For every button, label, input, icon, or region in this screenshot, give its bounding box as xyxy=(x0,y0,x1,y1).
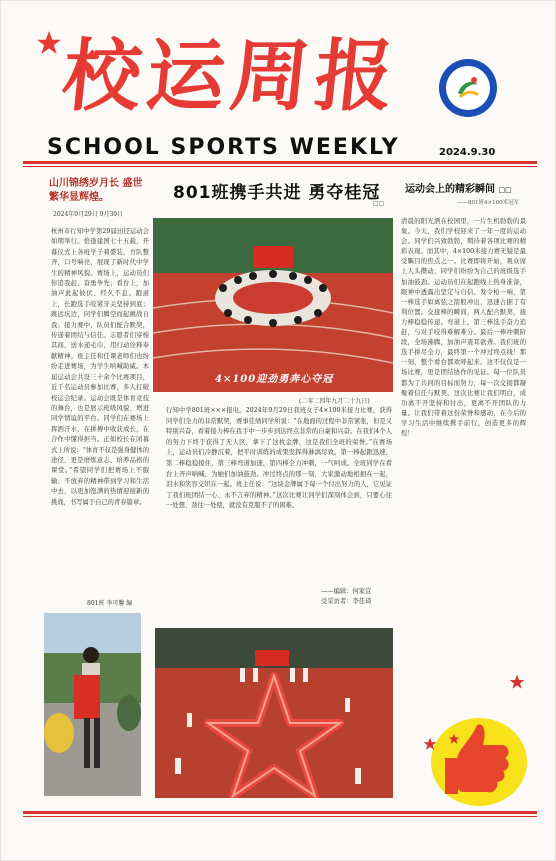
red-star-icon xyxy=(423,737,437,751)
left-motto: 山川锦绣岁月长 盛世繁华显辉煌。 xyxy=(49,178,143,203)
photo-caption: 4×100迎劲勇奔心夺冠 xyxy=(215,374,334,385)
footer-rule-thin xyxy=(23,816,537,817)
left-signature: 801班 李可馨 编 xyxy=(87,600,133,607)
girl-with-banner-photo xyxy=(44,613,141,796)
footer-rule xyxy=(23,811,537,814)
left-article-body: 杭州市行知中学第29届田径运动会如期举行。恰逢建国七十五载，开幕仪式上各班学子着盛装，方队整齐，口号响亮，展现了新时代中学生的精神风貌。赛场上，运动员们你追我赶、奋勇争先；看台上，加油声此起彼伏、经久不息。跑道上，长跑选手咬紧牙关坚持到底；跳远坑边，同学们腾空而起挑战自我；接力赛中，队员们配合默契，传递着团结与信任。志愿者们穿梭其间，送水递毛巾，用行动诠释奉献精神。班主任和任课老师们也纷纷走进赛场，为学生呐喊助威。本届运动会共设三十余个比赛项目，近千名运动员参加比赛，多人打破校运会纪录。运动会既是体育竞技的舞台，也是展示班级风貌、增进同学情谊的平台。同学们在赛场上挥洒汗水，在拼搏中收获成长，在合作中懂得担当。正如校长在闭幕式上所说：“体育不仅是强身健体的途径，更是磨炼意志、培养品格的课堂。”希望同学们把赛场上不服输、不放弃的精神带到学习和生活中去，以更加饱满的热情迎接新的挑战，书写属于自己的青春篇章。 xyxy=(51,228,149,506)
photo-date: (二零二四年九月二十九日) xyxy=(299,398,370,405)
right-heading-boxes: □□ xyxy=(498,186,512,194)
right-article-body: 清晨的阳光洒在校园里，一片生机勃勃的景象。今天，我们学校迎来了一年一度的运动会。同学们兴致勃勃，期待着各项比赛的精彩表现。而其中，4×100米接力赛无疑是最受瞩目的焦点之一。比赛即将开始，观众席上人头攒动，同学们纷纷为自己的班级选手加油鼓劲。运动员们在起跑线上热身准备，眼神中透露出坚定与自信。发令枪一响，第一棒选手如离弦之箭般冲出，迅速占据了有利位置。交接棒的瞬间，两人配合默契，接力棒稳稳传递。弯道上，第三棒选手奋力追赶，与对手咬得难解难分。最后一棒冲刺阶段，全场沸腾，加油声震耳欲聋。我们班的选手拼尽全力，最终第一个冲过终点线！那一刻，整个看台都欢呼起来。这不仅仅是一场比赛，更是团结协作的见证。每一位队员都为了共同的目标而努力，每一次交接都凝聚着信任与默契。这次比赛让我们明白，成功离不开坚持和付出，更离不开团队的力量。让我们带着这份荣誉和感动，在今后的学习生活中继续携手前行，创造更多的辉煌！ xyxy=(401,218,526,437)
red-star-icon xyxy=(509,674,525,690)
masthead-title: 校运周报 xyxy=(58,32,404,122)
left-dateline: 2024年9月29日 9月30日 xyxy=(53,211,124,218)
issue-date: 2024.9.30 xyxy=(439,147,496,158)
center-author: ——编辑：何家宜 受采访者：李佳琦 xyxy=(321,588,372,605)
center-article-body: 行知中学801班×××报电。2024年9月29日我班女子4×100米接力比赛，获得同学们全力的非常默契，赛事佳绩同学所说：“在地面的过程中非常紧张，但是又特别兴奋，看着接力棒在我手中一步步到达终点非常的自豪和兴奋。在我们4个人的努力下终于获得了无人区，拿下了这枚金牌，这是我们全班的荣誉。”在赛场上，运动员们冷静沉着，把平时训练的成果发挥得淋漓尽致。第一棒起跑迅速，第二棒稳稳接住，第三棒弯道加速，第四棒全力冲刺，一气呵成。全班同学在看台上齐声呐喊，为她们加油鼓劲。冲过终点的那一刻，大家激动地相拥在一起，泪水和笑容交织在一起。班主任说：“这块金牌属于每一个付出努力的人，它见证了我们班团结一心、永不言弃的精神。”这次比赛让同学们深刻体会到，只要心往一处想、劲往一处使，就没有克服不了的困难。 xyxy=(166,407,392,510)
red-star-icon xyxy=(36,30,62,56)
right-byline: ——801班4×100米冠军 xyxy=(457,200,520,206)
team-photo xyxy=(153,218,393,392)
header-rule-thin xyxy=(23,166,537,167)
right-heading xyxy=(405,180,512,195)
red-star-icon xyxy=(448,733,460,745)
star-formation-photo xyxy=(155,628,393,798)
thumbs-up-icon xyxy=(427,710,531,810)
right-heading-text: 运动会上的精彩瞬间 xyxy=(405,184,495,195)
header-rule xyxy=(23,161,537,164)
masthead-subtitle: SCHOOL SPORTS WEEKLY xyxy=(47,135,400,160)
headline-boxes: □□ xyxy=(373,200,385,207)
school-emblem-icon xyxy=(439,59,497,117)
main-headline: 801班携手共进 勇夺桂冠 xyxy=(173,183,381,203)
